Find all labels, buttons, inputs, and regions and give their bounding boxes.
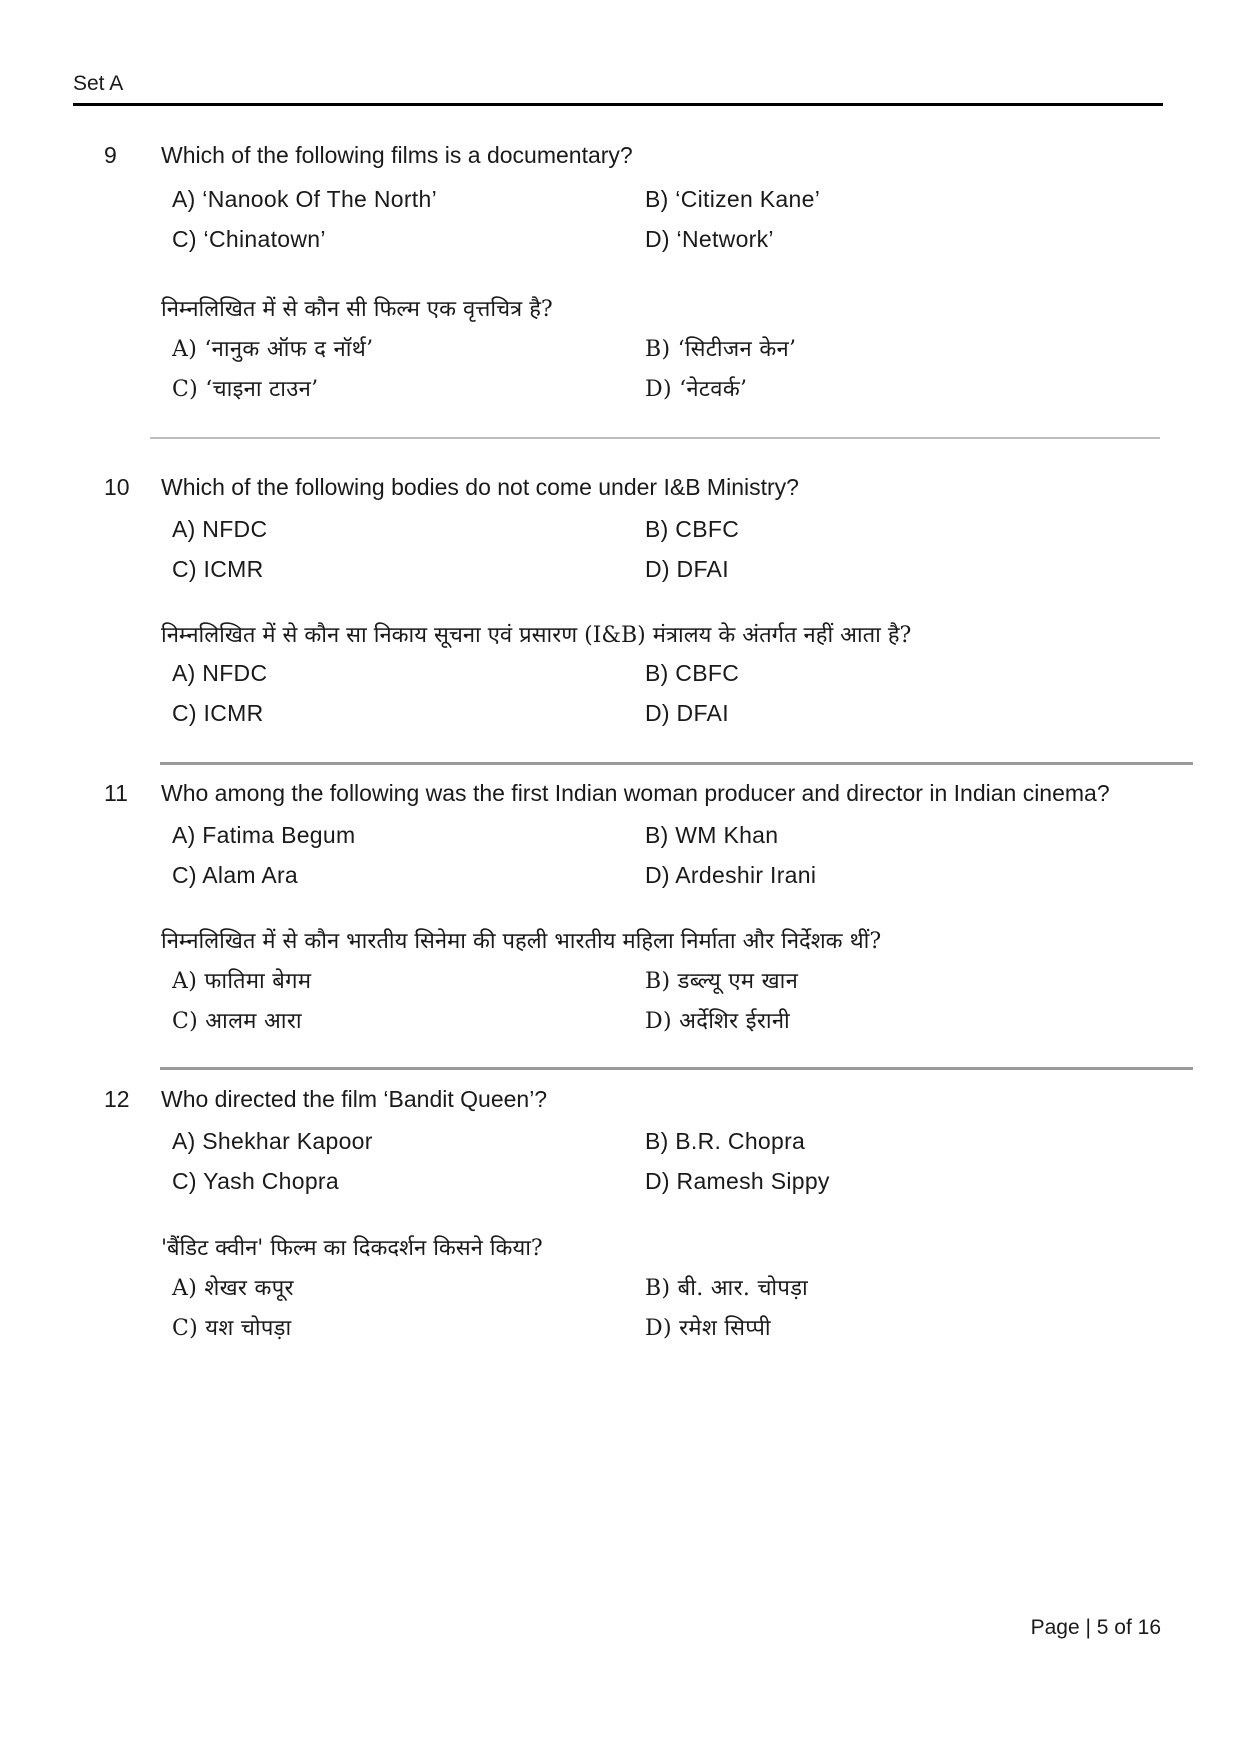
- option-d-en: D) ‘Network’: [645, 226, 774, 252]
- question-divider: [150, 437, 1160, 439]
- question-divider: [160, 1067, 1193, 1070]
- option-b-en: B) CBFC: [645, 516, 740, 542]
- option-a-hi: A) NFDC: [172, 660, 268, 686]
- option-a-hi: A) शेखर कपूर: [172, 1276, 294, 1301]
- option-c-hi: C) आलम आरा: [172, 1009, 302, 1034]
- option-a-en: A) Fatima Begum: [172, 822, 356, 848]
- question-number: 11: [104, 780, 128, 806]
- option-d-hi: D) अर्देशिर ईरानी: [645, 1009, 791, 1034]
- option-c-en: C) Alam Ara: [172, 862, 299, 888]
- header-divider: [73, 103, 1163, 106]
- option-d-en: D) Ardeshir Irani: [645, 862, 817, 888]
- question-number: 12: [104, 1086, 130, 1112]
- option-c-hi: C) ‘चाइना टाउन’: [172, 377, 319, 402]
- page-number: Page | 5 of 16: [1030, 1616, 1161, 1639]
- option-b-hi: B) CBFC: [645, 660, 740, 686]
- option-a-en: A) Shekhar Kapoor: [172, 1128, 373, 1154]
- option-d-hi: D) ‘नेटवर्क’: [645, 377, 748, 402]
- question-text-hi: निम्नलिखित में से कौन भारतीय सिनेमा की पहली भारतीय महिला निर्माता और निर्देशक थीं?: [161, 929, 882, 954]
- question-number: 9: [104, 142, 117, 168]
- question-text-en: Which of the following bodies do not come under I&B Ministry?: [161, 474, 799, 500]
- question-number: 10: [104, 474, 130, 500]
- question-text-hi: निम्नलिखित में से कौन सी फिल्म एक वृत्तचित्र है?: [161, 297, 553, 322]
- option-d-hi: D) रमेश सिप्पी: [645, 1316, 771, 1341]
- option-b-en: B) WM Khan: [645, 822, 779, 848]
- option-d-en: D) Ramesh Sippy: [645, 1168, 830, 1194]
- question-text-en: Who among the following was the first Indian woman producer and director in Indian cinema?: [161, 780, 1110, 806]
- question-divider: [160, 762, 1193, 765]
- option-a-hi: A) फातिमा बेगम: [172, 969, 312, 994]
- option-b-hi: B) ‘सिटीजन केन’: [645, 337, 797, 362]
- option-b-hi: B) डब्ल्यू एम खान: [645, 969, 799, 994]
- set-label: Set A: [73, 72, 124, 95]
- option-d-en: D) DFAI: [645, 556, 729, 582]
- question-text-hi: निम्नलिखित में से कौन सा निकाय सूचना एवं प्रसारण (I&B) मंत्रालय के अंतर्गत नहीं आता है?: [161, 623, 912, 648]
- option-c-en: C) ‘Chinatown’: [172, 226, 326, 252]
- option-c-hi: C) यश चोपड़ा: [172, 1316, 292, 1341]
- option-a-hi: A) ‘नानुक ऑफ द नॉर्थ’: [172, 337, 374, 362]
- question-text-hi: 'बैंडिट क्वीन' फिल्म का दिकदर्शन किसने किया?: [161, 1236, 543, 1261]
- option-b-hi: B) बी. आर. चोपड़ा: [645, 1276, 808, 1301]
- option-a-en: A) NFDC: [172, 516, 268, 542]
- option-d-hi: D) DFAI: [645, 700, 729, 726]
- option-c-en: C) Yash Chopra: [172, 1168, 339, 1194]
- question-text-en: Who directed the film ‘Bandit Queen’?: [161, 1086, 548, 1112]
- option-b-en: B) B.R. Chopra: [645, 1128, 806, 1154]
- question-text-en: Which of the following films is a documentary?: [161, 142, 633, 168]
- option-a-en: A) ‘Nanook Of The North’: [172, 186, 437, 212]
- option-c-en: C) ICMR: [172, 556, 264, 582]
- option-b-en: B) ‘Citizen Kane’: [645, 186, 821, 212]
- option-c-hi: C) ICMR: [172, 700, 264, 726]
